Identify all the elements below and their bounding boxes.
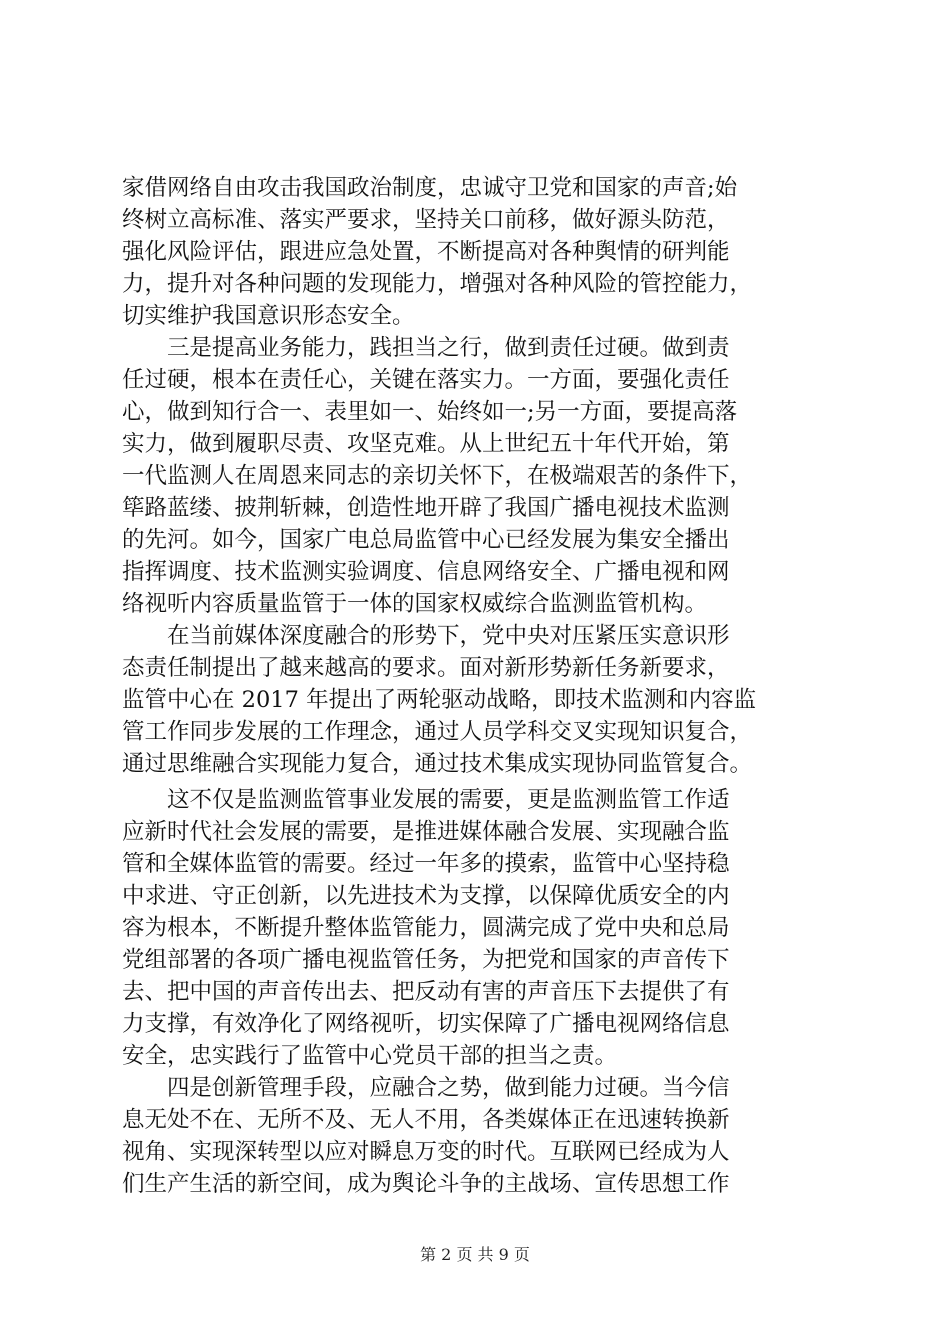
text-line: 这不仅是监测监管事业发展的需要，更是监测监管工作适 — [122, 787, 730, 813]
text-line: 应新时代社会发展的需要，是推进媒体融合发展、实现融合监 — [122, 819, 730, 845]
text-line: 容为根本，不断提升整体监管能力，圆满完成了党中央和总局 — [122, 915, 730, 941]
text-line: 管工作同步发展的工作理念，通过人员学科交叉实现知识复合， — [122, 719, 753, 745]
text-line: 心，做到知行合一、表里如一、始终如一;另一方面，要提高落 — [122, 399, 738, 425]
text-line: 四是创新管理手段，应融合之势，做到能力过硬。当今信 — [122, 1075, 730, 1101]
text-line: 家借网络自由攻击我国政治制度，忠诚守卫党和国家的声音;始 — [122, 175, 738, 201]
text-line: 指挥调度、技术监测实验调度、信息网络安全、广播电视和网 — [122, 559, 730, 585]
text-line: 筚路蓝缕、披荆斩棘，创造性地开辟了我国广播电视技术监测 — [122, 495, 730, 521]
text-line: 实力，做到履职尽责、攻坚克难。从上世纪五十年代开始，第 — [122, 431, 730, 457]
text-line: 一代监测人在周恩来同志的亲切关怀下，在极端艰苦的条件下， — [122, 463, 753, 489]
text-line: 党组部署的各项广播电视监管任务，为把党和国家的声音传下 — [122, 947, 730, 973]
page-footer: 第 2 页 共 9 页 — [420, 1245, 530, 1264]
text-line: 在当前媒体深度融合的形势下，党中央对压紧压实意识形 — [122, 623, 730, 649]
text-line: 络视听内容质量监管于一体的国家权威综合监测监管机构。 — [122, 591, 708, 617]
text-line: 息无处不在、无所不及、无人不用，各类媒体正在迅速转换新 — [122, 1107, 730, 1133]
text-block-lower — [122, 784, 834, 1200]
text-line: 终树立高标准、落实严要求，坚持关口前移，做好源头防范， — [122, 207, 730, 233]
text-line: 切实维护我国意识形态安全。 — [122, 303, 415, 329]
text-line: 力，提升对各种问题的发现能力，增强对各种风险的管控能力， — [122, 271, 753, 297]
text-line: 中求进、守正创新，以先进技术为支撑，以保障优质安全的内 — [122, 883, 730, 909]
text-line: 力支撑，有效净化了网络视听，切实保障了广播电视网络信息 — [122, 1011, 730, 1037]
text-block-upper — [122, 172, 834, 780]
text-line: 强化风险评估，跟进应急处置，不断提高对各种舆情的研判能 — [122, 239, 730, 265]
text-line: 去、把中国的声音传出去、把反动有害的声音压下去提供了有 — [122, 979, 730, 1005]
text-line: 监管中心在 2017 年提出了两轮驱动战略，即技术监测和内容监 — [122, 687, 757, 713]
text-line: 视角、实现深转型以应对瞬息万变的时代。互联网已经成为人 — [122, 1139, 730, 1165]
text-line: 安全，忠实践行了监管中心党员干部的担当之责。 — [122, 1043, 618, 1069]
text-line: 们生产生活的新空间，成为舆论斗争的主战场、宣传思想工作 — [122, 1171, 730, 1197]
text-line: 任过硬，根本在责任心，关键在落实力。一方面，要强化责任 — [122, 367, 730, 393]
text-line: 的先河。如今，国家广电总局监管中心已经发展为集安全播出 — [122, 527, 730, 553]
text-line: 态责任制提出了越来越高的要求。面对新形势新任务新要求， — [122, 655, 730, 681]
text-line: 管和全媒体监管的需要。经过一年多的摸索，监管中心坚持稳 — [122, 851, 730, 877]
text-line: 通过思维融合实现能力复合，通过技术集成实现协同监管复合。 — [122, 751, 753, 777]
text-line: 三是提高业务能力，践担当之行，做到责任过硬。做到责 — [122, 335, 730, 361]
